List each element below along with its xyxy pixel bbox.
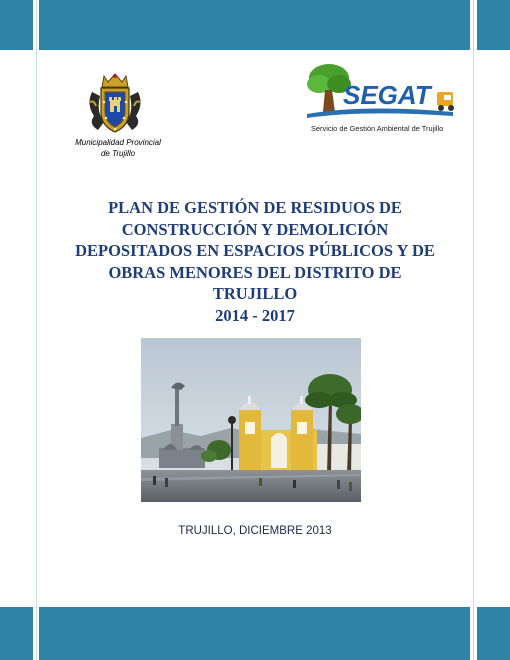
municipality-caption [62, 137, 174, 159]
segat-wordmark: SEGAT [343, 80, 431, 110]
top-left-band [0, 0, 33, 50]
municipality-caption-line2: de Trujillo [100, 149, 136, 158]
title-years: 2014 - 2017 [215, 305, 295, 325]
bottom-right-band [477, 607, 510, 660]
municipality-caption-line1: Municipalidad Provincial [75, 138, 161, 147]
segat-caption: Servicio de Gestión Ambiental de Trujillo [311, 124, 444, 133]
top-center-band [39, 0, 470, 50]
segat-logo [303, 60, 465, 124]
title-line-1: PLAN DE GESTIÓN DE RESIDUOS DE [108, 198, 402, 217]
top-right-band [477, 0, 510, 50]
plaza-de-armas-photo [141, 338, 361, 502]
left-margin-line [36, 0, 37, 660]
title-line-4: OBRAS MENORES DEL DISTRITO DE [108, 262, 402, 282]
document-title [60, 197, 450, 326]
municipality-coat-of-arms-logo [84, 72, 146, 136]
place-and-date: TRUJILLO, DICIEMBRE 2013 [178, 525, 332, 537]
right-margin-line [473, 0, 474, 660]
bottom-left-band [0, 607, 33, 660]
title-line-2: CONSTRUCCIÓN Y DEMOLICIÓN [121, 219, 389, 239]
title-line-3: DEPOSITADOS EN ESPACIOS PÚBLICOS Y DE [75, 241, 435, 260]
title-line-5: TRUJILLO [212, 284, 298, 303]
bottom-center-band [39, 607, 470, 660]
